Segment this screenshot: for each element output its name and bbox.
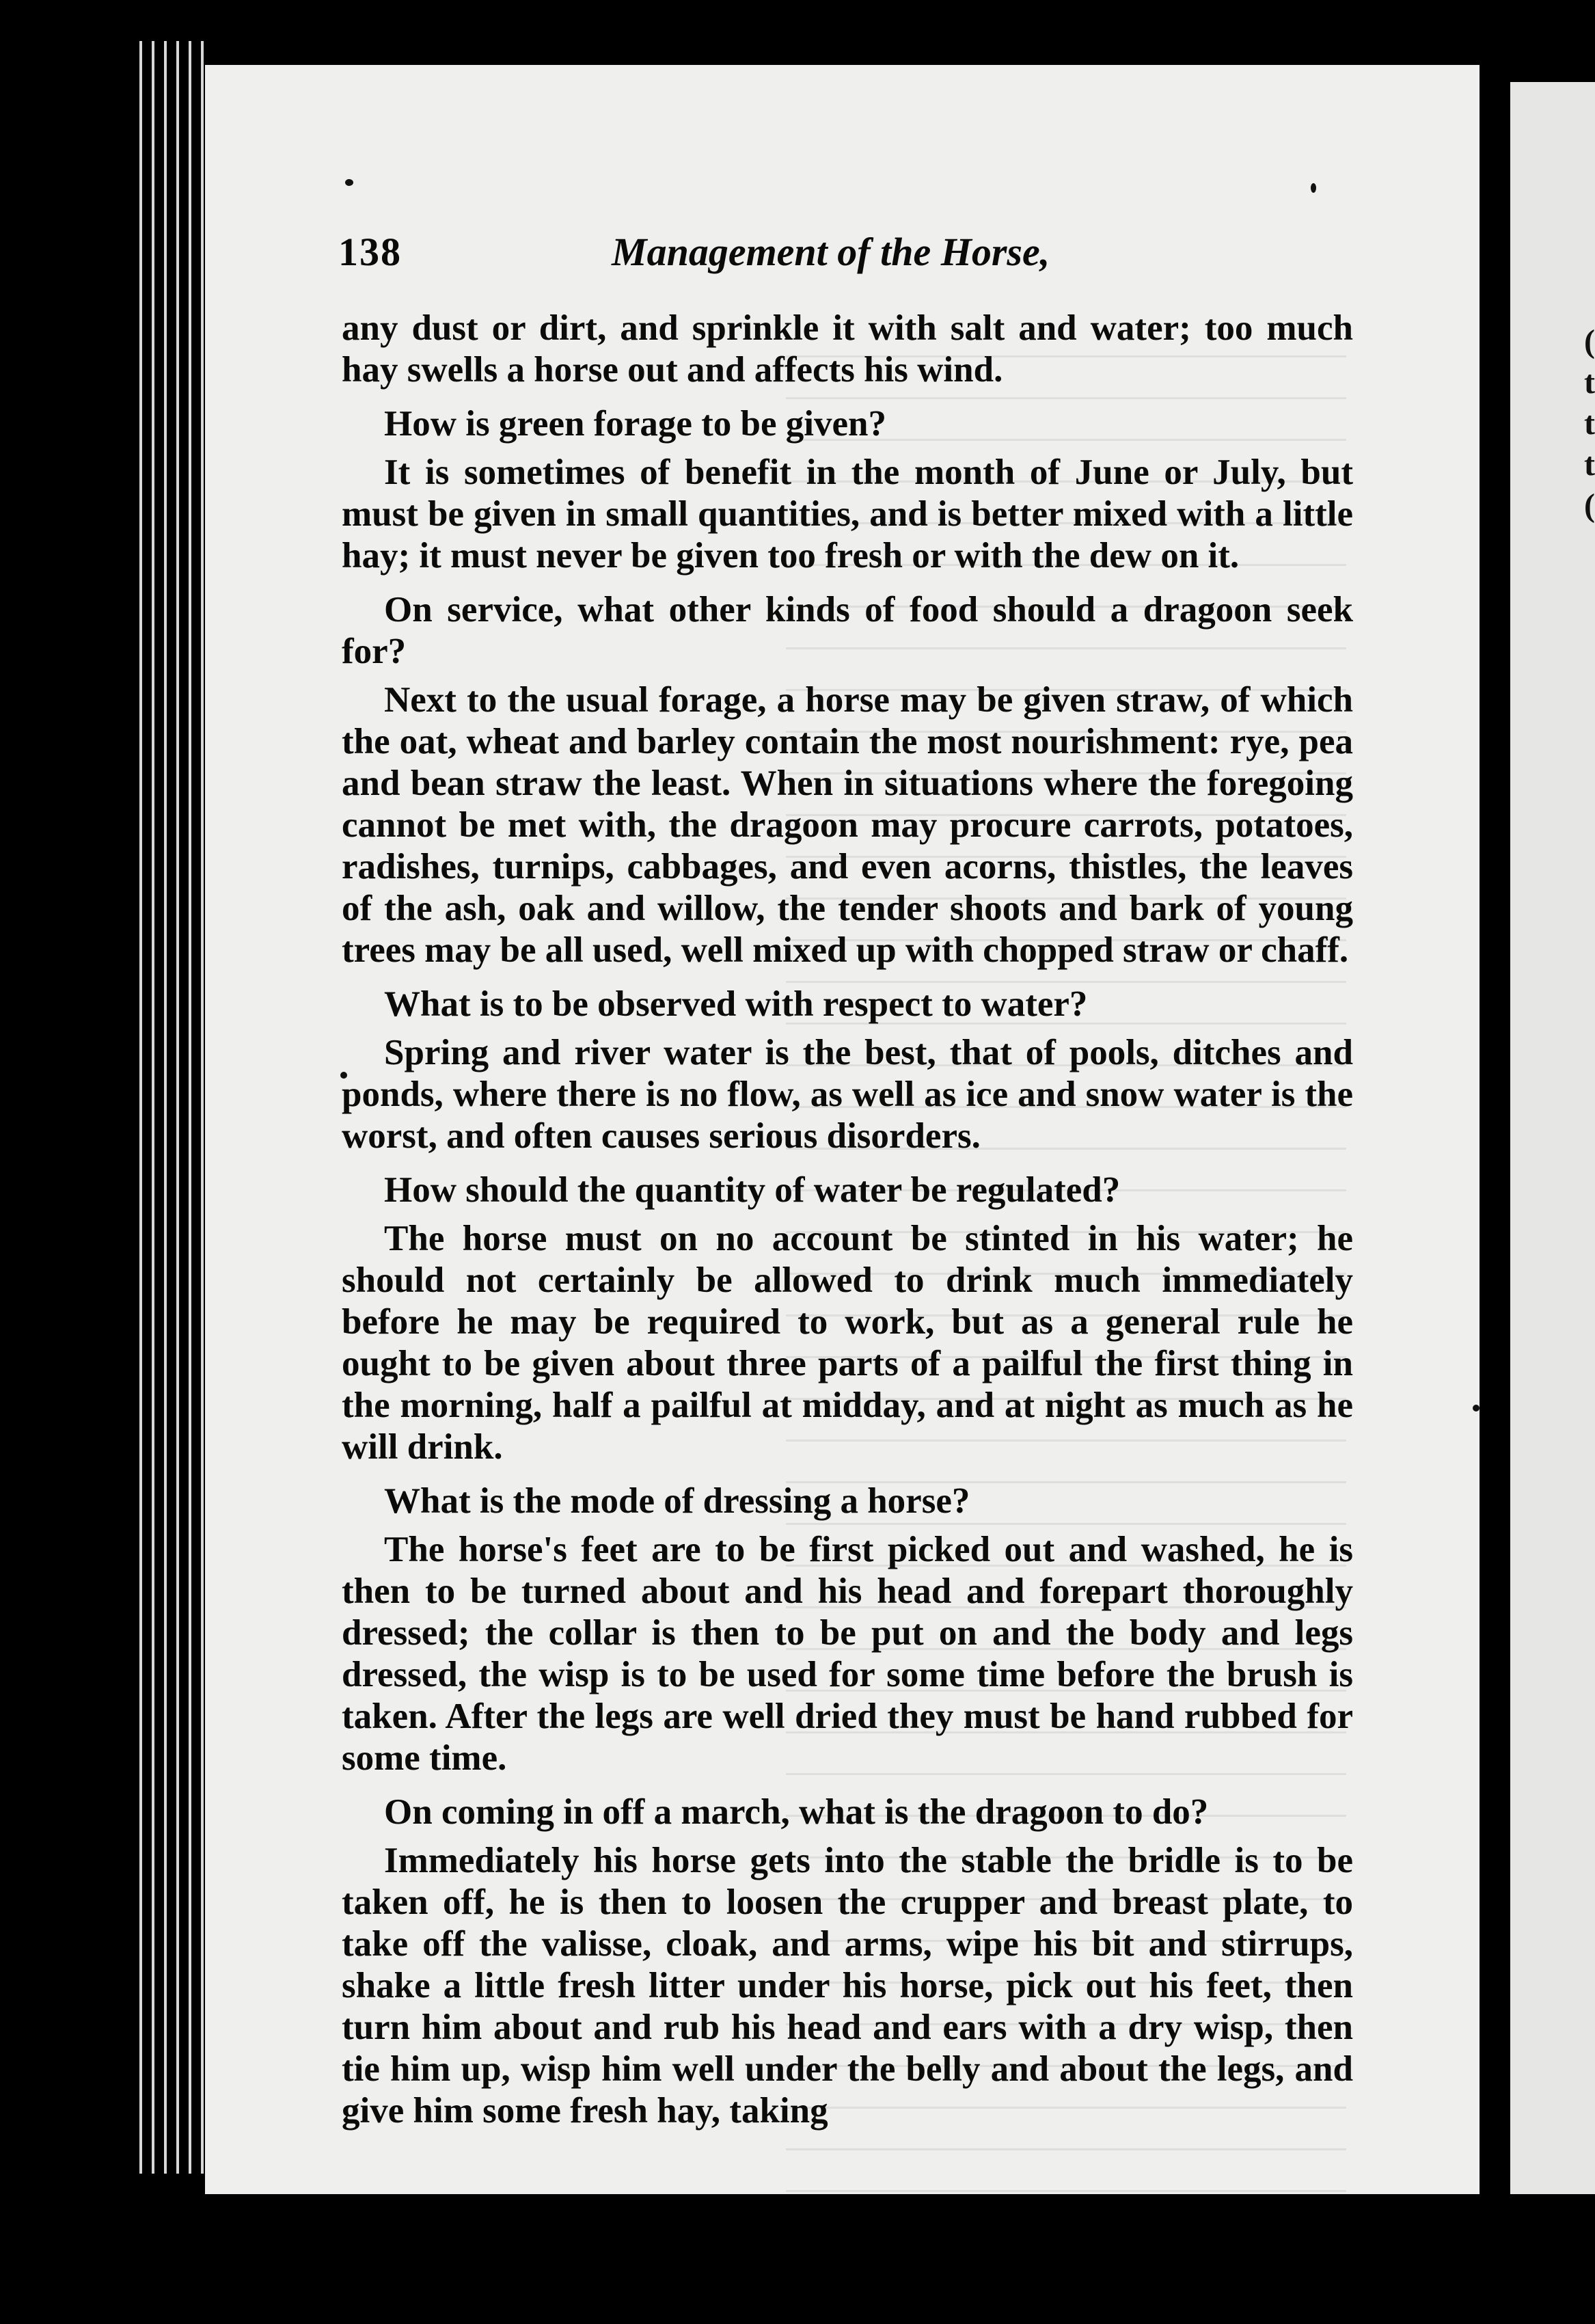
ink-speck [345,179,353,186]
page-number: 138 [338,230,402,274]
answer: Next to the usual forage, a horse may be given straw, of which the oat, wheat and barley contain the most nourishment: rye, pea and bean straw the least. When in situations where the foregoing cannot be met with, the dragoon may procure carrots, potatoes, radishes, turnips, cabbages, and even acorns, thistles, the leaves of the ash, oak and willow, the tender shoots and bark of young trees may be all used, well mixed up with chopped straw or chaff. [342,680,1353,970]
question: How is green forage to be given? [384,404,887,444]
question: How should the quantity of water be regulated? [384,1170,1121,1210]
question: On coming in off a march, what is the dragoon to do? [384,1792,1209,1832]
answer: Spring and river water is the best, that of pools, ditches and ponds, where there is no flow, as well as ice and snow water is the worst, and often causes serious disorders. [342,1033,1353,1156]
ink-speck [1311,183,1316,193]
paragraph: any dust or dirt, and sprinkle it with salt and water; too much hay swells a horse out and affects his wind. [342,308,1353,390]
answer: The horse's feet are to be first picked out and washed, he is then to be turned about and his head and forepart thoroughly dressed; the collar is then to be put on and the body and legs dressed, the wisp is to be used for some time before the brush is taken. After the legs are well dried they must be hand rubbed for some time. [342,1530,1353,1778]
ink-speck [1473,1405,1480,1411]
body-text [342,308,1353,2139]
facing-page-edge [1510,82,1595,2194]
book-gutter [1480,0,1510,2324]
facing-page-fragments: ( t t t ( [1584,323,1595,524]
answer: It is sometimes of benefit in the month of June or July, but must be given in small quantities, and is better mixed with a little hay; it must never be given too fresh or with the dew on it. [342,452,1353,576]
question: On service, what other kinds of food should a dragoon seek for? [342,590,1353,671]
question: What is the mode of dressing a horse? [384,1481,970,1521]
answer: The horse must on no account be stinted in his water; he should not certainly be allowed to drink much immediately before he may be required to work, but as a general rule he ought to be given about three parts of a pailful the first thing in the morning, half a pailful at midday, and at night as much as he will drink. [342,1219,1353,1467]
running-title: Management of the Horse, [612,230,1050,274]
page-header [338,229,1357,284]
question: What is to be observed with respect to water? [384,984,1088,1024]
answer: Immediately his horse gets into the stable the bridle is to be taken off, he is then to loosen the crupper and breast plate, to take off the valisse, cloak, and arms, wipe his bit and stirrups, shake a little fresh litter under his horse, pick out his feet, then turn him about and rub his head and ears with a dry wisp, then tie him up, wisp him well under the belly and about the legs, and give him some fresh hay, taking [342,1841,1353,2131]
page-edges [130,41,205,2174]
